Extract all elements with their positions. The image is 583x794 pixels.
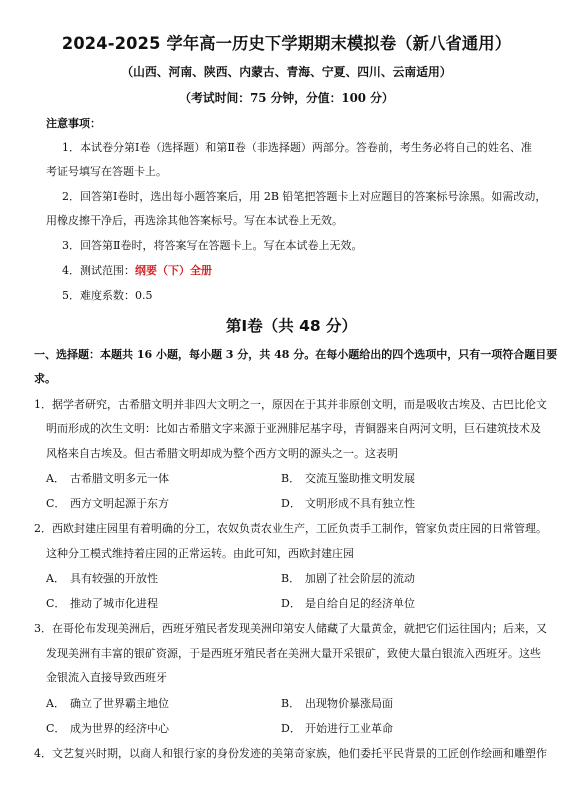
question-1-line-1: 1．据学者研究，古希腊文明并非四大文明之一，原因在于其并非原创文明，而是吸收古埃及、古巴比伦文 — [34, 398, 547, 411]
question-2-option-c[interactable]: C． 推动了城市化进程 — [46, 597, 158, 610]
test-scope-highlight: 纲要（下）全册 — [135, 264, 212, 277]
note-2-line-2: 用橡皮擦干净后，再选涂其他答案标号。写在本试卷上无效。 — [46, 214, 343, 227]
exam-time-score: （考试时间：75 分钟，分值：100 分） — [179, 91, 394, 105]
notes-heading: 注意事项： — [46, 117, 101, 130]
section-instruction-line-1: 一、选择题：本题共 16 小题，每小题 3 分，共 48 分。在每小题给出的四个选项中，只有一项符合题目要 — [34, 348, 558, 361]
section-instruction-line-2: 求。 — [34, 372, 56, 385]
question-1-option-b[interactable]: B． 交流互鉴助推文明发展 — [281, 472, 415, 485]
note-1-line-1: 1．本试卷分第Ⅰ卷（选择题）和第Ⅱ卷（非选择题）两部分。答卷前，考生务必将自己的姓名、准 — [62, 141, 532, 154]
note-5: 5．难度系数：0.5 — [62, 289, 153, 302]
note-4 — [62, 262, 212, 278]
question-3-option-d[interactable]: D． 开始进行工业革命 — [281, 722, 393, 735]
question-3-line-3: 金银流入直接导致西班牙 — [46, 671, 167, 684]
exam-title: 2024-2025 学年高一历史下学期期末模拟卷（新八省通用） — [61, 34, 512, 53]
question-2-option-a[interactable]: A． 具有较强的开放性 — [46, 572, 158, 585]
note-4-prefix: 4．测试范围： — [62, 264, 135, 277]
note-3: 3．回答第Ⅱ卷时，将答案写在答题卡上。写在本试卷上无效。 — [62, 239, 363, 252]
question-3-line-2: 发现美洲有丰富的银矿资源，于是西班牙殖民者在美洲大量开采银矿，致使大量白银流入西班牙。这些 — [46, 647, 541, 660]
question-2-option-b[interactable]: B． 加剧了社会阶层的流动 — [281, 572, 415, 585]
question-2-line-1: 2．西欧封建庄园里有着明确的分工，农奴负责农业生产，工匠负责手工制作，管家负责庄园的日常管理。 — [34, 522, 547, 535]
question-1-option-a[interactable]: A． 古希腊文明多元一体 — [46, 472, 169, 485]
question-3-option-a[interactable]: A． 确立了世界霸主地位 — [46, 697, 169, 710]
note-1-line-2: 考证号填写在答题卡上。 — [46, 165, 167, 178]
note-2-line-1: 2．回答第Ⅰ卷时，选出每小题答案后，用 2B 铅笔把答题卡上对应题目的答案标号涂黑。如需改动， — [62, 190, 547, 203]
question-1-option-d[interactable]: D． 文明形成不具有独立性 — [281, 497, 415, 510]
question-1-option-c[interactable]: C． 西方文明起源于东方 — [46, 497, 169, 510]
question-1-line-3: 风格来自古埃及。但古希腊文明却成为整个西方文明的源头之一。这表明 — [46, 447, 398, 460]
question-1-line-2: 明而形成的次生文明：比如古希腊文字来源于亚洲腓尼基字母，青铜器来自两河文明，巨石建筑技术及 — [46, 422, 541, 435]
question-4-line-1: 4．文艺复兴时期，以商人和银行家的身份发迹的美第奇家族，他们委托平民背景的工匠创作绘画和雕塑作 — [34, 747, 547, 760]
question-2-option-d[interactable]: D． 是自给自足的经济单位 — [281, 597, 415, 610]
question-2-line-2: 这种分工模式维持着庄园的正常运转。由此可知，西欧封建庄园 — [46, 547, 354, 560]
question-3-line-1: 3．在哥伦布发现美洲后，西班牙殖民者发现美洲印第安人储藏了大量黄金，就把它们运往国内；后来，又 — [34, 622, 547, 635]
question-3-option-b[interactable]: B． 出现物价暴涨局面 — [281, 697, 393, 710]
question-3-option-c[interactable]: C． 成为世界的经济中心 — [46, 722, 169, 735]
applicable-provinces: （山西、河南、陕西、内蒙古、青海、宁夏、四川、云南适用） — [121, 65, 452, 79]
section-title: 第Ⅰ卷（共 48 分） — [225, 317, 358, 335]
